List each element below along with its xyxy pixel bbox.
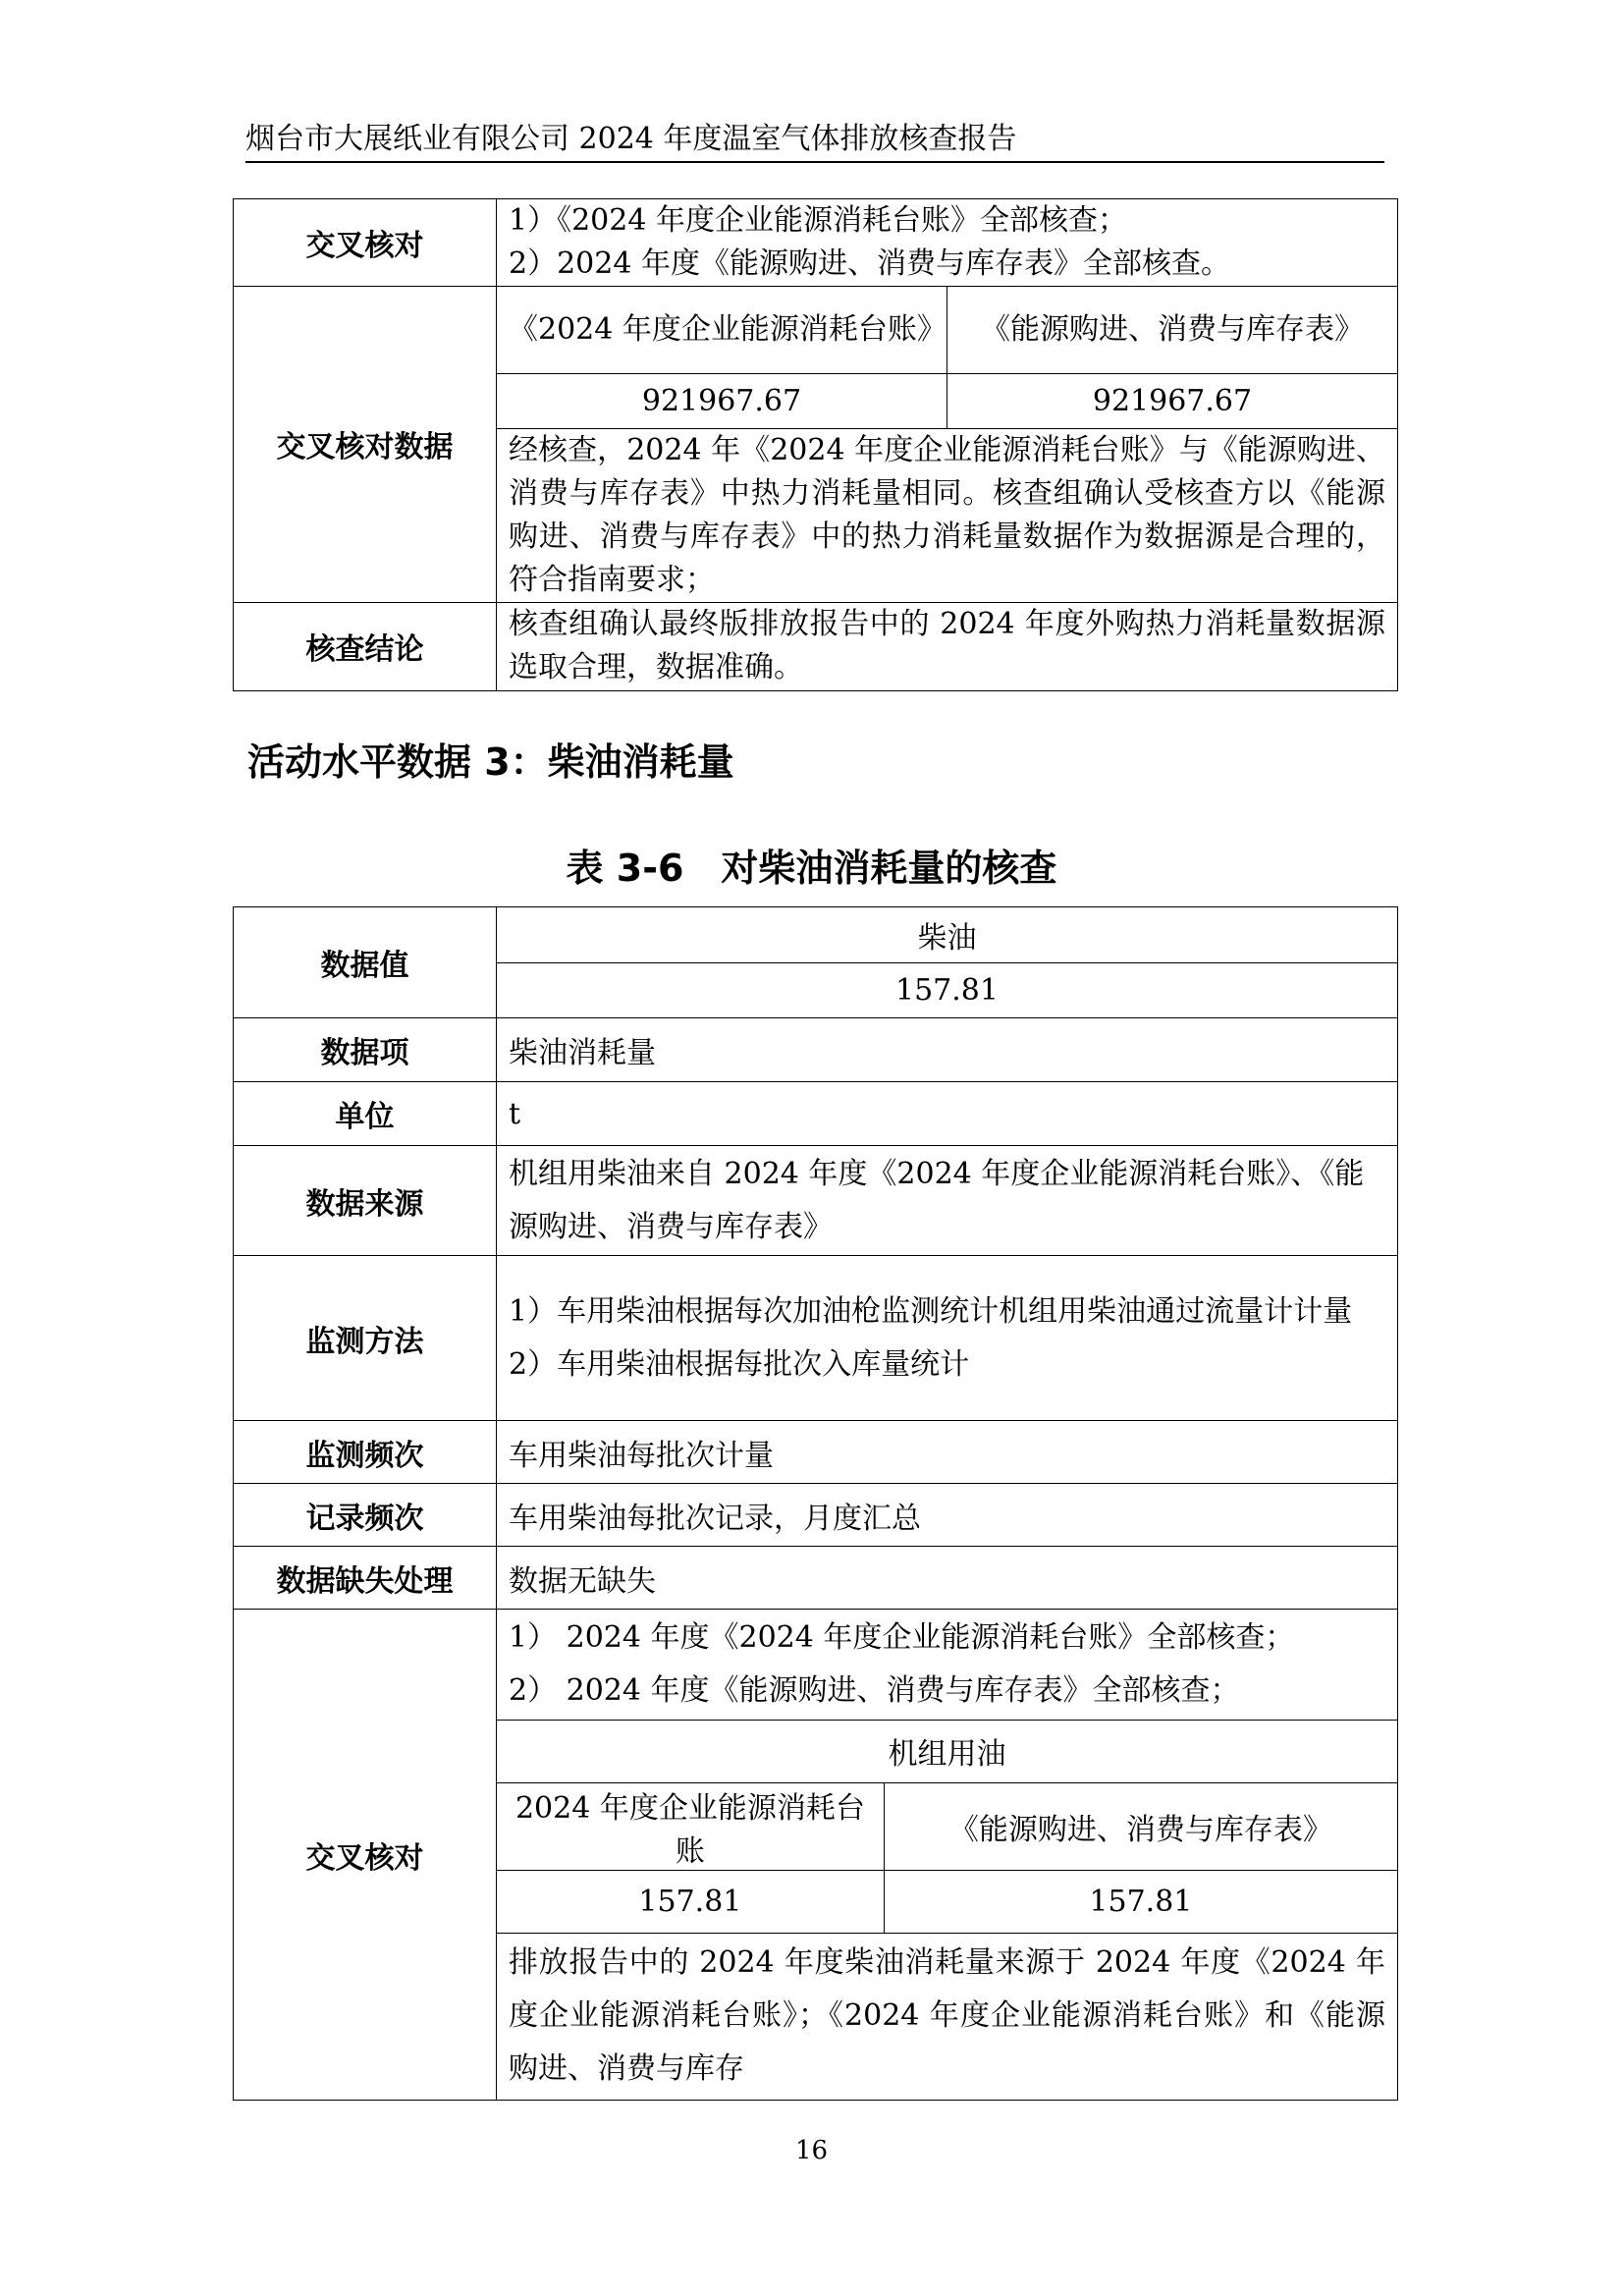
col-b-header: 《能源购进、消费与库存表》 — [884, 1782, 1397, 1870]
sub-header: 机组用油 — [497, 1720, 1397, 1782]
record-value: 车用柴油每批次记录，月度汇总 — [497, 1484, 1398, 1547]
val-b: 157.81 — [884, 1870, 1397, 1933]
method-line: 2）车用柴油根据每批次入库量统计 — [509, 1346, 970, 1382]
table-row — [234, 602, 1398, 690]
method-value — [497, 1256, 1398, 1421]
table-row — [234, 1547, 1398, 1610]
cross-data-content — [497, 287, 1398, 603]
cross-check-content — [497, 199, 1398, 287]
cross-label: 交叉核对 — [234, 1610, 497, 2101]
cross-line: 2） 2024 年度《能源购进、消费与库存表》全部核查； — [509, 1672, 1240, 1708]
item-label: 数据项 — [234, 1018, 497, 1082]
cross-check-line: 1）《2024 年度企业能源消耗台账》全部核查； — [509, 203, 1127, 238]
fuel-name: 柴油 — [497, 907, 1397, 962]
conclusion-text: 核查组确认最终版排放报告中的 2024 年度外购热力消耗量数据源选取合理，数据准确。 — [497, 602, 1398, 690]
col-a-header: 2024 年度企业能源消耗台账 — [497, 1782, 884, 1870]
value-label: 数据值 — [234, 907, 497, 1018]
source-label: 数据来源 — [234, 1146, 497, 1256]
col-a-header: 《2024 年度企业能源消耗台账》 — [497, 287, 947, 373]
method-label: 监测方法 — [234, 1256, 497, 1421]
unit-value: t — [497, 1082, 1398, 1146]
item-value: 柴油消耗量 — [497, 1018, 1398, 1082]
table-row — [234, 287, 1398, 603]
table-row — [234, 1484, 1398, 1547]
cross-lines — [497, 1610, 1397, 1720]
cross-subtable — [497, 1610, 1397, 2100]
freq-label: 监测频次 — [234, 1421, 497, 1484]
table-row — [234, 1421, 1398, 1484]
col-b-header: 《能源购进、消费与库存表》 — [947, 287, 1398, 373]
cross-data-note: 经核查，2024 年《2024 年度企业能源消耗台账》与《能源购进、消费与库存表》中热力消耗量相同。核查组确认受核查方以《能源购进、消费与库存表》中的热力消耗量数据作为数据源是合理的，符合指南要求； — [497, 428, 1397, 602]
val-b: 921967.67 — [947, 373, 1398, 428]
conclusion-label: 核查结论 — [234, 602, 497, 690]
record-label: 记录频次 — [234, 1484, 497, 1547]
page-number: 16 — [794, 2136, 829, 2165]
cross-check-label: 交叉核对 — [234, 199, 497, 287]
cross-note: 排放报告中的 2024 年度柴油消耗量来源于 2024 年度《2024 年度企业能源消耗台账》；《2024 年度企业能源消耗台账》和《能源购进、消费与库存 — [497, 1933, 1397, 2100]
val-a: 157.81 — [497, 1870, 884, 1933]
fuel-value: 157.81 — [497, 962, 1397, 1017]
val-a: 921967.67 — [497, 373, 947, 428]
section-title: 活动水平数据 3：柴油消耗量 — [247, 740, 734, 784]
missing-value: 数据无缺失 — [497, 1547, 1398, 1610]
value-content — [497, 907, 1398, 1018]
report-header — [245, 118, 1384, 163]
cross-data-subtable — [497, 287, 1397, 602]
table-row — [234, 1018, 1398, 1082]
table-row — [234, 1610, 1398, 2101]
missing-label: 数据缺失处理 — [234, 1547, 497, 1610]
table-row — [234, 1146, 1398, 1256]
table-row — [234, 1256, 1398, 1421]
value-subtable — [497, 907, 1397, 1017]
source-value: 机组用柴油来自 2024 年度《2024 年度企业能源消耗台账》、《能源购进、消费与库存表》 — [497, 1146, 1398, 1256]
method-line: 1）车用柴油根据每次加油枪监测统计机组用柴油通过流量计计量 — [509, 1293, 1353, 1329]
header-title: 烟台市大展纸业有限公司 2024 年度温室气体排放核查报告 — [245, 122, 1017, 156]
cross-content — [497, 1610, 1398, 2101]
table-caption: 表 3-6 对柴油消耗量的核查 — [566, 847, 1057, 890]
table-row — [234, 199, 1398, 287]
diesel-check-table — [233, 906, 1398, 2101]
freq-value: 车用柴油每批次计量 — [497, 1421, 1398, 1484]
cross-check-line: 2）2024 年度《能源购进、消费与库存表》全部核查。 — [509, 246, 1230, 281]
unit-label: 单位 — [234, 1082, 497, 1146]
table-row — [234, 907, 1398, 1018]
cross-line: 1） 2024 年度《2024 年度企业能源消耗台账》全部核查； — [509, 1619, 1295, 1655]
cross-data-label: 交叉核对数据 — [234, 287, 497, 603]
table-row — [234, 1082, 1398, 1146]
heat-check-table — [233, 198, 1398, 691]
